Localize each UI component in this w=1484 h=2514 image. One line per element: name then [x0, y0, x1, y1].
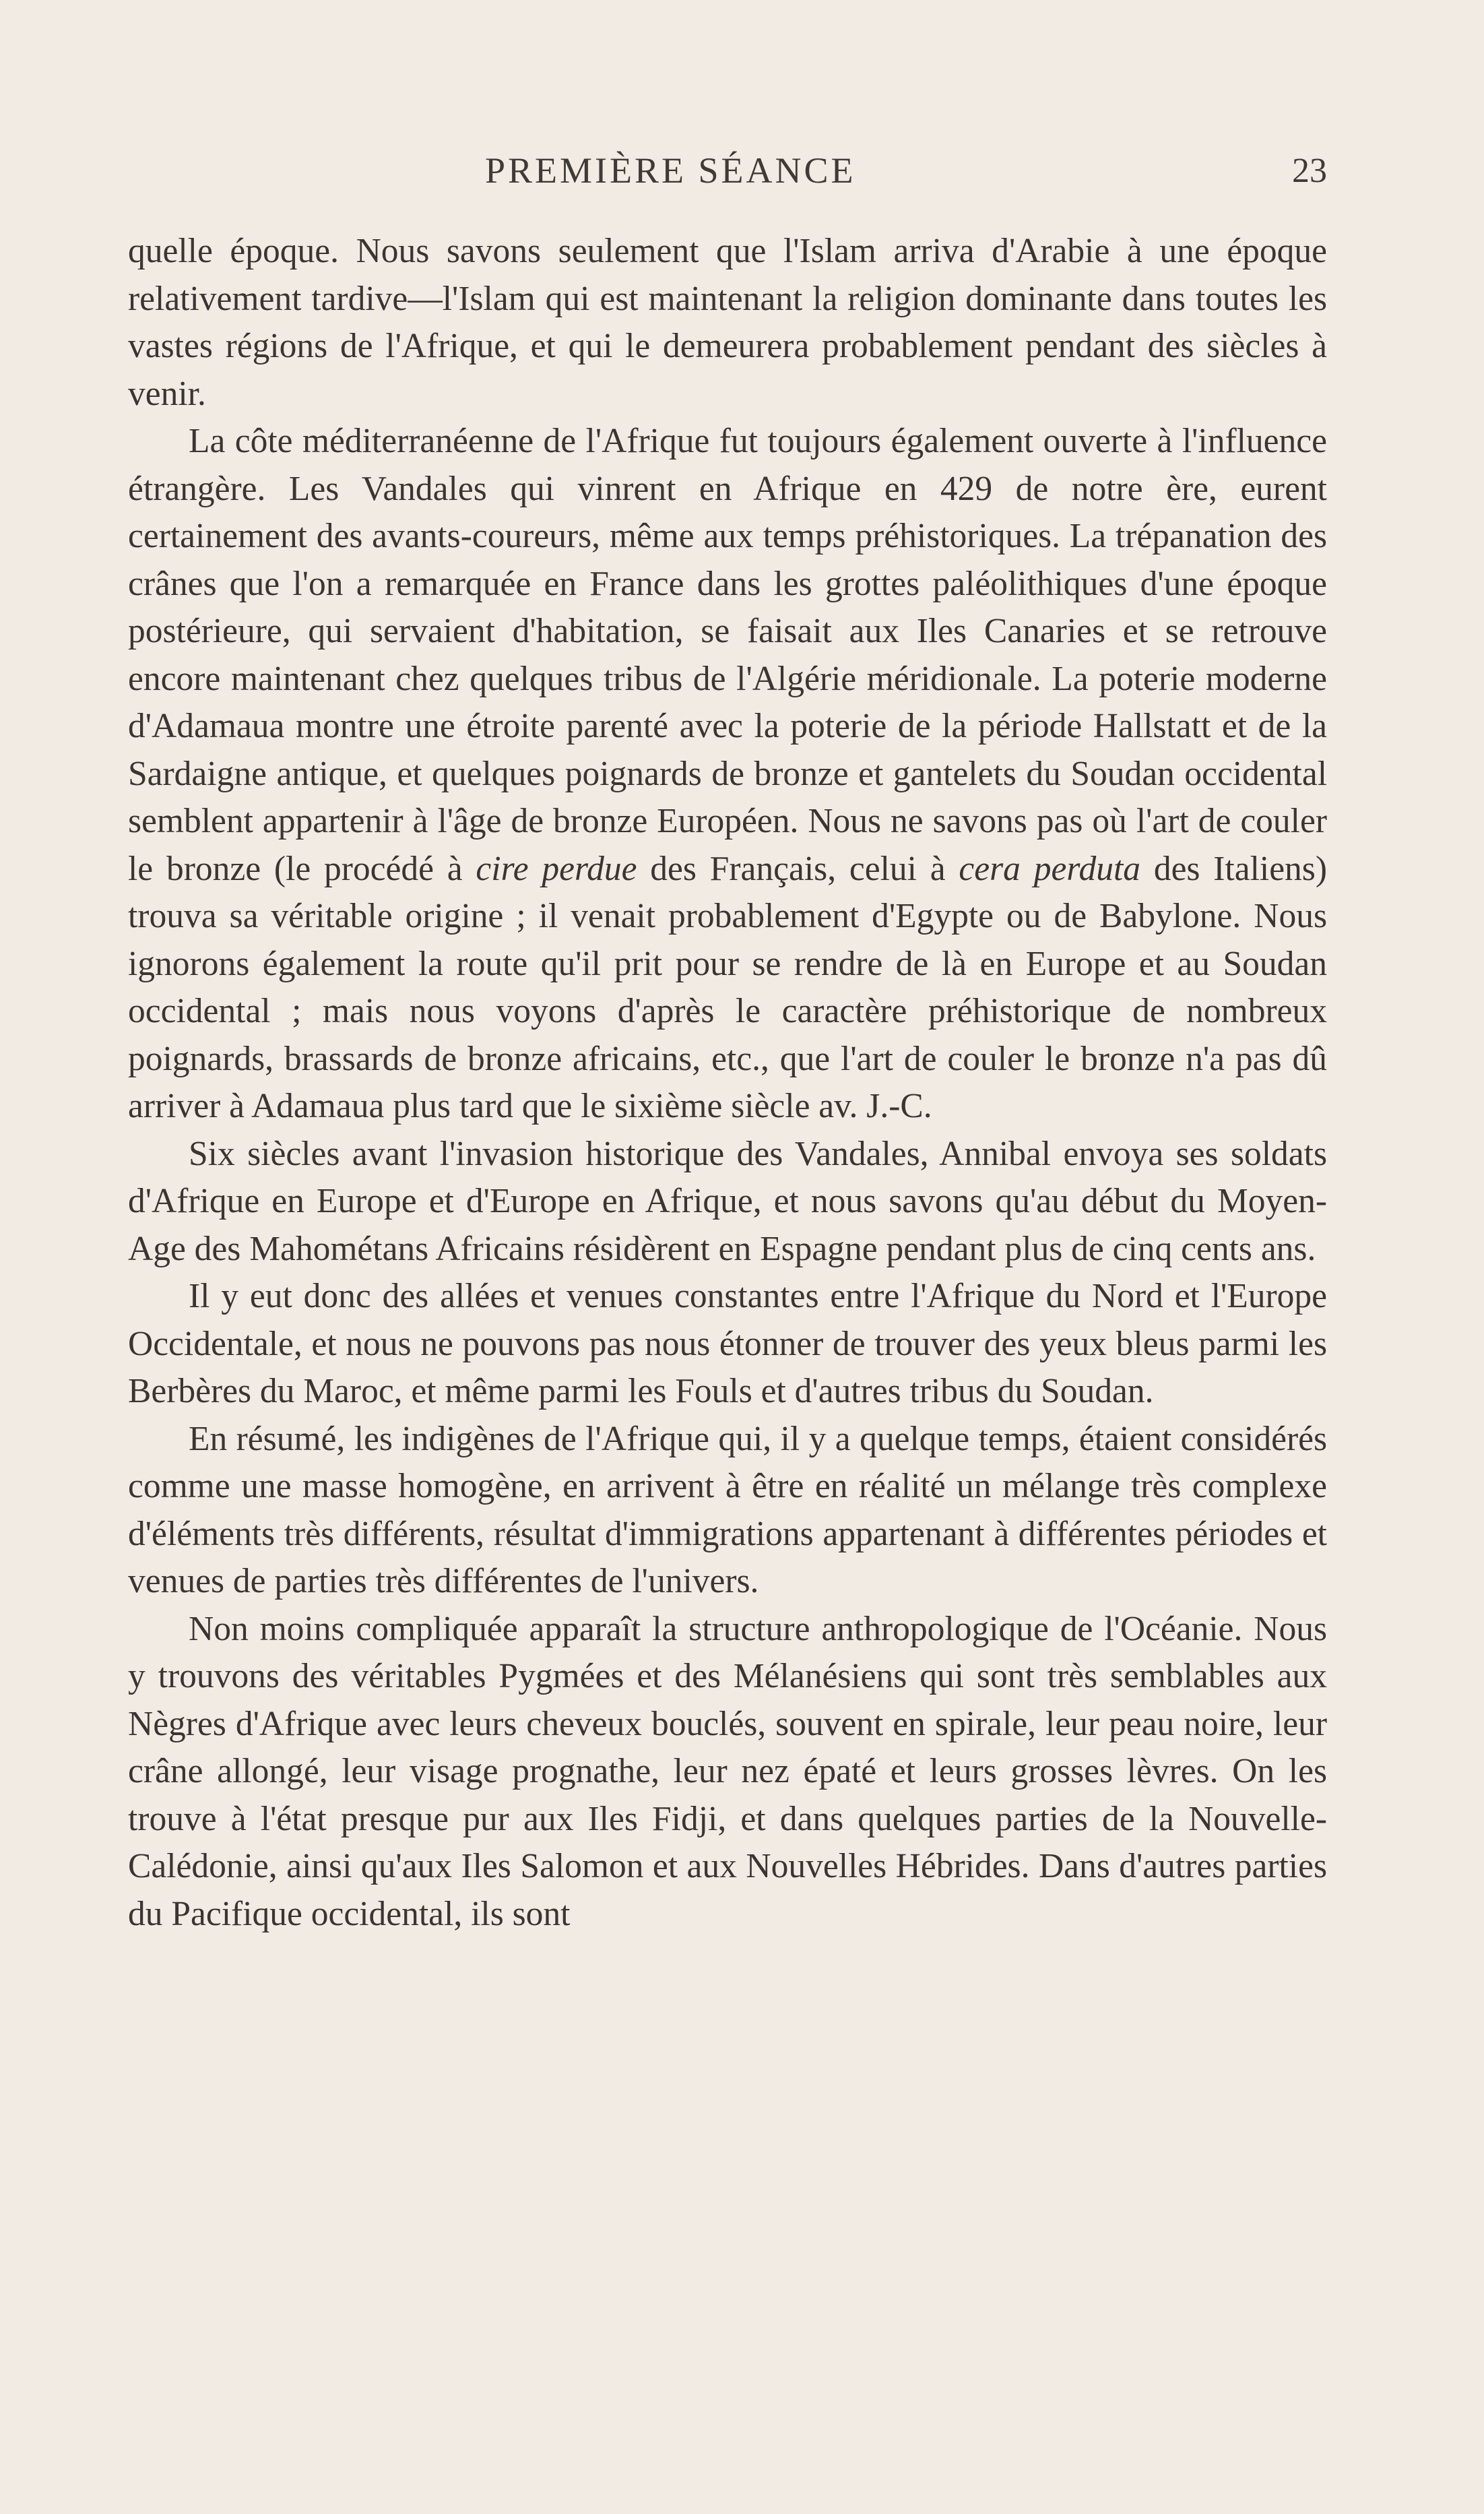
- paragraph-2: [128, 418, 1327, 1131]
- paragraph-text: des Français, celui à: [650, 849, 946, 888]
- paragraph-text: des Italiens) trouva sa véritable origine ; il venait probablement d'Egypte ou de Babylone. Nous ignorons également la route qu'il prit pour se rendre de là en Europe et au Soudan occidental ; mais nous voyons d'après le caractère préhistorique de nombreux poignards, brassards de bronze africains, etc., que l'art de couler le bronze n'a pas dû arriver à Adamaua plus tard que le sixième siècle av. J.-C.: [128, 849, 1327, 1125]
- paragraph-3: [128, 1131, 1327, 1274]
- paragraph-text: Il y eut donc des allées et venues constantes entre l'Afrique du Nord et l'Europe Occidentale, et nous ne pouvons pas nous étonner de trouver des yeux bleus parmi les Berbères du Maroc, et même parmi les Fouls et d'autres tribus du Soudan.: [128, 1277, 1327, 1410]
- page-number: 23: [1292, 152, 1327, 190]
- paragraph-1: [128, 228, 1327, 418]
- paragraph-text: Six siècles avant l'invasion historique des Vandales, Annibal envoya ses soldats d'Afrique en Europe et d'Europe en Afrique, et nous savons qu'au début du Moyen-Age des Mahométans Africains résidèrent en Espagne pendant plus de cinq cents ans.: [128, 1134, 1327, 1268]
- paragraph-text: Non moins compliquée apparaît la structure anthropologique de l'Océanie. Nous y trouvons des véritables Pygmées et des Mélanésiens qui sont très semblables aux Nègres d'Afrique avec leurs cheveux bouclés, souvent en spirale, leur peau noire, leur crâne allongé, leur visage prognathe, leur nez épaté et leurs grosses lèvres. On les trouve à l'état presque pur aux Iles Fidji, et dans quelques parties de la Nouvelle-Calédonie, ainsi qu'aux Iles Salomon et aux Nouvelles Hébrides. Dans d'autres parties du Pacifique occidental, ils sont: [128, 1609, 1327, 1933]
- paragraph-6: [128, 1606, 1327, 1939]
- italic-term: cera perduta: [959, 849, 1141, 888]
- paragraph-text: quelle époque. Nous savons seulement que l'Islam arriva d'Arabie à une époque relativement tardive—l'Islam qui est maintenant la religion dominante dans toutes les vastes régions de l'Afrique, et qui le demeurera probablement pendant des siècles à venir.: [128, 232, 1327, 413]
- paragraph-4: [128, 1273, 1327, 1416]
- paragraph-text: La côte méditerranéenne de l'Afrique fut toujours également ouverte à l'influence étrangère. Les Vandales qui vinrent en Afrique en 429 de notre ère, eurent certainement des avants-coureurs, même aux temps préhistoriques. La trépanation des crânes que l'on a remarquée en France dans les grottes paléolithiques d'une époque postérieure, qui servaient d'habitation, se faisait aux Iles Canaries et se retrouve encore maintenant chez quelques tribus de l'Algérie méridionale. La poterie moderne d'Adamaua montre une étroite parenté avec la poterie de la période Hallstatt et de la Sardaigne antique, et quelques poignards de bronze et gantelets du Soudan occidental semblent appartenir à l'âge de bronze Européen. Nous ne savons pas où l'art de couler le bronze (le procédé à: [128, 422, 1327, 888]
- paragraph-5: [128, 1416, 1327, 1606]
- body-text: [128, 228, 1327, 1938]
- italic-term: cire perdue: [476, 849, 637, 888]
- running-title: PREMIÈRE SÉANCE: [485, 150, 856, 191]
- paragraph-text: En résumé, les indigènes de l'Afrique qui, il y a quelque temps, étaient considérés comme une masse homogène, en arrivent à être en réalité un mélange très complexe d'éléments très différents, résultat d'immigrations appartenant à différentes périodes et venues de parties très différentes de l'univers.: [128, 1419, 1327, 1600]
- page-header: [128, 150, 1327, 203]
